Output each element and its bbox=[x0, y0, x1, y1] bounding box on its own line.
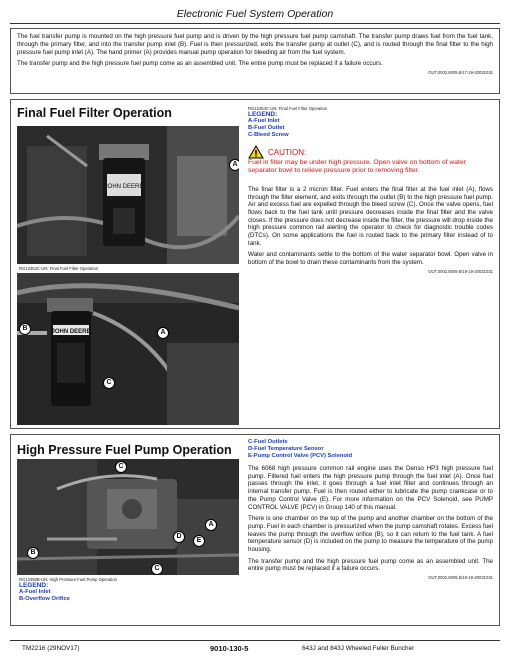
final-filter-reference: OUT,0002,8009,8/19-19-20031031 bbox=[428, 268, 493, 274]
warning-triangle-icon bbox=[248, 145, 264, 159]
callout-a: A bbox=[229, 159, 239, 171]
final-filter-photo-caption: RG12452C-UN: Final Fuel Filter Operation bbox=[19, 266, 99, 271]
intro-reference: OUT,0002,8009,6/17-19-20031031 bbox=[428, 70, 493, 75]
legend-item: D-Fuel Temperature Sensor bbox=[248, 446, 324, 452]
hp-pump-section bbox=[10, 434, 500, 626]
legend-title: LEGEND: bbox=[248, 111, 278, 118]
caution-block bbox=[248, 145, 493, 159]
final-filter-legend bbox=[248, 106, 493, 274]
final-filter-photo-bottom bbox=[17, 273, 239, 425]
hp-pump-left-legend bbox=[19, 577, 239, 603]
callout-e: E bbox=[193, 535, 205, 547]
hp-pump-photo-caption: RG12450B-UN: High Pressure Fuel Pump Operation bbox=[19, 577, 117, 582]
final-filter-title: Final Fuel Filter Operation bbox=[17, 106, 172, 120]
legend-item: A-Fuel Inlet bbox=[248, 118, 280, 124]
footer-divider bbox=[10, 640, 500, 641]
caution-label: CAUTION: bbox=[268, 147, 307, 157]
callout-a: A bbox=[157, 327, 169, 339]
intro-paragraph-1: The fuel transfer pump is mounted on the high pressure fuel pump and is driven by the high pressure fuel pump camshaft. The transfer pump draws fuel from the fuel tank, through the primary filter, and into the transfer pump inlet (B). Fuel is then pressurized, exits the transfer pump at outlet (C), and is routed through the final filter to the high pressure fuel pump inlet (A). The hand primer (A) provides manual pump operation for bleeding air from the fuel system. bbox=[17, 33, 493, 56]
callout-c: C bbox=[103, 377, 115, 389]
legend-item: C-Bleed Screw bbox=[248, 132, 289, 138]
legend-item: B-Overflow Orifice bbox=[19, 596, 70, 602]
legend-item: E-Pump Control Valve (PCV) Solenoid bbox=[248, 453, 353, 459]
footer-page-number: 9010-130-5 bbox=[210, 644, 249, 653]
intro-section bbox=[10, 28, 500, 94]
caution-text: Fuel in filter may be under high pressure. Open valve on bottom of water separator bowl to relieve pressure prior to removing filter. bbox=[248, 159, 466, 175]
hp-pump-paragraph-2: There is one chamber on the top of the pump and another chamber on the bottom of the pump. Fuel in each chamber is pressurized when the pump camshaft rotates. Excess fuel leaves the pump through the overflow orifice (B), so it can return to the fuel tank. A fuel temperature sensor (D) is included on the pump to measure the temperature of the pump housing. bbox=[248, 515, 493, 554]
hp-pump-paragraph-3: The transfer pump and the high pressure fuel pump come as an assembled unit. The entire pump must be replaced if a failure occurs. bbox=[248, 557, 493, 573]
hp-pump-paragraph-1: The 6068 high pressure common rail engine uses the Denso HP3 high pressure fuel pump. Filtered fuel enters the high pressure pump through the fuel inlet (A). Once fuel passes through the inlet, it goes through a fuel inlet filter and continues through an internal transfer pump. Fuel is then routed either to lubricate the pump crankcase or to the Pump Control Valve (E). For more information on the PCV Solenoid, see PUMP CONTROL VALVE (PCV) in Group 140 of this manual. bbox=[248, 465, 493, 511]
intro-paragraph-2: The transfer pump and the high pressure fuel pump come as an assembled unit. The entire pump must be replaced if a failure occurs. bbox=[17, 60, 383, 67]
filter-brand-label: JOHN DEERE bbox=[104, 184, 144, 190]
callout-b: B bbox=[19, 323, 31, 335]
final-filter-paragraph-2: Water and contaminants settle to the bottom of the water separator bowl. Open valve in bottom of the bowl to drain these contaminants from the system. bbox=[248, 251, 493, 267]
callout-d: D bbox=[173, 531, 185, 543]
legend-item: B-Fuel Outlet bbox=[248, 125, 285, 131]
final-filter-section bbox=[10, 99, 500, 429]
hp-pump-title: High Pressure Fuel Pump Operation bbox=[17, 443, 232, 457]
callout-a: A bbox=[205, 519, 217, 531]
final-filter-caption-top: RG12454C-UN: Final Fuel Filter Operation bbox=[248, 106, 328, 111]
filter-brand-label: JOHN DEERE bbox=[51, 329, 91, 335]
footer-manual-id: TM2216 (29NOV17) bbox=[22, 645, 80, 652]
final-filter-photo-top bbox=[17, 126, 239, 264]
callout-c: C bbox=[151, 563, 163, 575]
callout-c: C bbox=[115, 461, 127, 473]
hp-pump-photo bbox=[17, 459, 239, 575]
legend-item: A-Fuel Inlet bbox=[19, 589, 51, 595]
page-title: Electronic Fuel System Operation bbox=[176, 8, 334, 20]
hp-pump-reference: OUT,0002,8009,6/19-19-20031031 bbox=[428, 575, 493, 581]
footer-machine-name: 643J and 843J Wheeled Feller Buncher bbox=[302, 645, 415, 652]
legend-item: C-Fuel Outlets bbox=[248, 439, 288, 445]
callout-b: B bbox=[27, 547, 39, 559]
legend-title: LEGEND: bbox=[19, 582, 49, 589]
final-filter-paragraph-1: The final filter is a 2 micron filter. Fuel enters the final filter at the fuel inlet (A), flows through the filter element, and exits through the outlet (B) to the high pressure fuel pump. Air and excess fuel are expelled through the bleed screw (C). Once the valve opens, fuel flows back to the fuel tank until pressure decreases inside the final filter and the valve closes. If the pressure does not decrease inside the filter, the pressure will drop inside the high pressure common rail alerting the operator to check for diagnostic trouble codes (DTCs). On some applications the fuel is routed back to the primary filter instead of to tank. bbox=[248, 185, 493, 247]
header-divider bbox=[10, 23, 500, 24]
hp-pump-text bbox=[248, 439, 493, 580]
